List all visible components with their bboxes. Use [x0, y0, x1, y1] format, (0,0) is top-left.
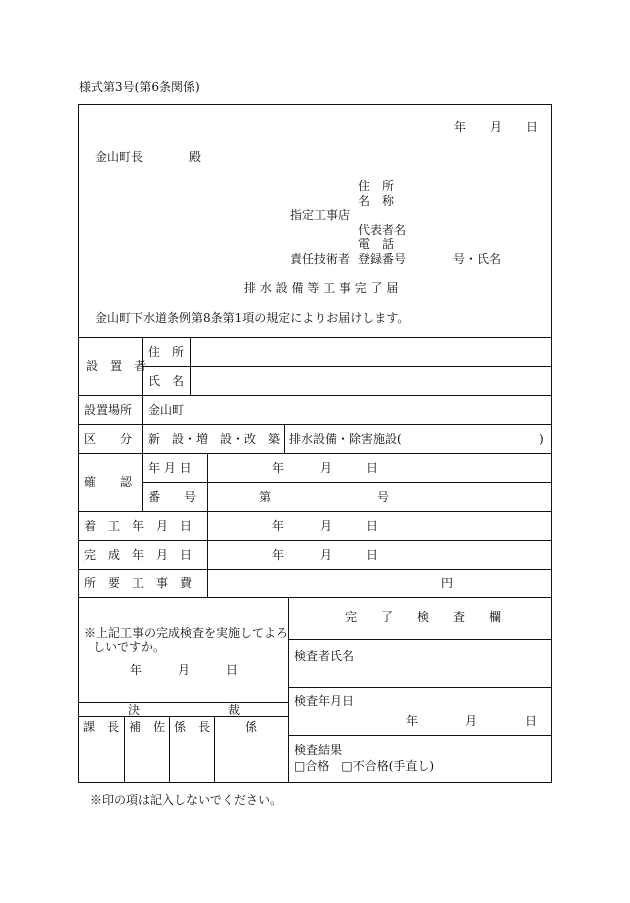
footnote: ※印の項は記入しないでください。	[90, 793, 283, 807]
fail-label: 不合格(手直し)	[352, 759, 435, 773]
divider	[78, 540, 552, 541]
category-close: )	[539, 432, 544, 446]
inspection-date-label: 検査年月日	[294, 694, 355, 708]
divider	[78, 453, 552, 454]
confirm-number-suffix: 号	[377, 490, 390, 504]
installer-name-label: 氏 名	[148, 374, 185, 388]
category-options: 新 設・増 設・改 築	[148, 432, 281, 446]
start-date-label: 着 工 年 月 日	[84, 519, 193, 533]
confirmation-label: 確 認	[84, 475, 133, 489]
date-day-label: 日	[526, 120, 539, 134]
pass-label: 合格	[305, 759, 330, 773]
number-name-label: 号・氏名	[453, 252, 502, 266]
request-day: 日	[226, 663, 239, 677]
category-label: 区 分	[84, 432, 133, 446]
divider	[124, 716, 125, 783]
addressee-honorific: 殿	[189, 150, 202, 164]
divider	[78, 337, 552, 338]
inspector-name-label: 検査者氏名	[294, 649, 355, 663]
divider	[190, 337, 191, 395]
cost-unit: 円	[441, 576, 454, 590]
inspection-request-line2: しいですか。	[93, 640, 166, 654]
category-facility: 排水設備・除害施設(	[289, 432, 402, 446]
divider	[288, 597, 289, 783]
divider	[142, 453, 143, 511]
intro-text: 金山町下水道条例第8条第1項の規定によりお届けします。	[95, 311, 410, 325]
inspection-day: 日	[525, 714, 538, 728]
designated-store-label: 指定工事店	[290, 208, 351, 222]
inspection-result-label: 検査結果	[294, 743, 343, 757]
location-value: 金山町	[148, 403, 185, 417]
phone-label: 電 話	[358, 237, 395, 251]
completion-date-label: 完 成 年 月 日	[84, 548, 193, 562]
addressee-name: 金山町長	[95, 150, 144, 164]
inspection-month: 月	[465, 714, 478, 728]
inspection-result-options	[294, 760, 434, 772]
representative-label: 代表者名	[358, 223, 407, 237]
inspection-year: 年	[406, 714, 419, 728]
divider	[169, 716, 170, 783]
request-month: 月	[178, 663, 191, 677]
divider	[78, 511, 552, 512]
applicant-name-label: 名 称	[358, 194, 395, 208]
approval-title-left: 決	[128, 703, 141, 717]
form-number: 様式第3号(第6条関係)	[79, 80, 200, 94]
approval-col-section-chief: 課 長	[83, 720, 120, 734]
completion-day: 日	[366, 548, 379, 562]
divider	[78, 716, 288, 717]
divider	[214, 716, 215, 783]
divider	[78, 597, 552, 598]
date-year-label: 年	[454, 120, 467, 134]
confirm-number-label: 番 号	[148, 490, 197, 504]
divider	[288, 639, 552, 640]
divider	[142, 482, 552, 483]
divider	[78, 569, 552, 570]
confirm-month: 月	[320, 461, 333, 475]
registration-number-label: 登録番号	[358, 252, 407, 266]
divider	[284, 424, 285, 453]
completion-month: 月	[320, 548, 333, 562]
completion-year: 年	[272, 548, 285, 562]
approval-col-staff: 係	[245, 720, 258, 734]
chief-engineer-label: 責任技術者	[290, 252, 351, 266]
confirm-year: 年	[272, 461, 285, 475]
divider	[78, 395, 552, 396]
confirm-date-label: 年 月 日	[148, 461, 192, 475]
fail-checkbox[interactable]: □	[341, 759, 353, 773]
request-year: 年	[130, 663, 143, 677]
start-month: 月	[320, 519, 333, 533]
divider	[288, 735, 552, 736]
pass-checkbox[interactable]: □	[294, 759, 306, 773]
confirm-number-prefix: 第	[259, 490, 272, 504]
document-title: 排 水 設 備 等 工 事 完 了 届	[244, 281, 399, 295]
divider	[78, 424, 552, 425]
divider	[207, 453, 208, 597]
inspection-request-line1: ※上記工事の完成検査を実施してよろ	[84, 626, 289, 640]
approval-col-assistant: 補 佐	[129, 720, 166, 734]
approval-title-right: 裁	[228, 703, 241, 717]
inspection-panel-title: 完 了 検 査 欄	[345, 610, 502, 624]
divider	[142, 337, 143, 453]
approval-col-subsection-chief: 係 長	[174, 720, 211, 734]
installer-label: 設 置 者	[86, 359, 147, 373]
start-day: 日	[366, 519, 379, 533]
divider	[78, 702, 288, 703]
divider	[288, 687, 552, 688]
confirm-day: 日	[366, 461, 379, 475]
start-year: 年	[272, 519, 285, 533]
location-label: 設置場所	[84, 403, 133, 417]
date-month-label: 月	[490, 120, 503, 134]
applicant-address-label: 住 所	[358, 179, 395, 193]
divider	[142, 366, 552, 367]
installer-address-label: 住 所	[148, 345, 185, 359]
cost-label: 所 要 工 事 費	[84, 576, 193, 590]
